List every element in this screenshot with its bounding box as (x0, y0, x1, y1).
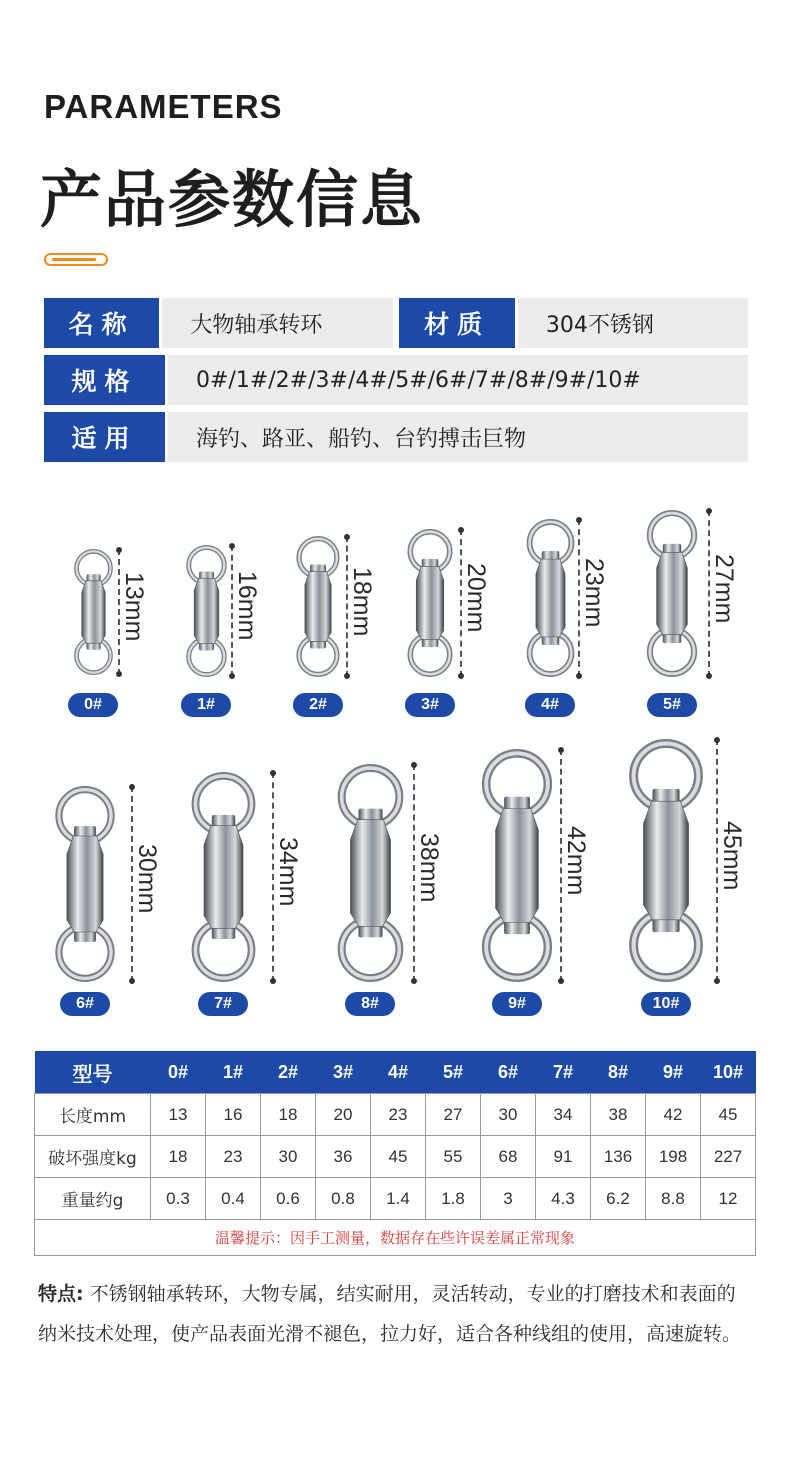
info-row-name (44, 298, 748, 348)
dimension-label: 38mm (415, 833, 443, 903)
table-row (35, 1094, 756, 1136)
swivel-image (184, 543, 229, 683)
dimension-end-dot (344, 673, 350, 679)
dimension-label: 23mm (580, 558, 608, 628)
material-value: 304不锈钢 (518, 298, 748, 348)
size-badge: 6# (60, 992, 110, 1016)
dimension-end-dot (344, 534, 350, 540)
table-cell: 20 (316, 1094, 371, 1136)
swivel-image (644, 508, 700, 683)
name-value: 大物轴承转环 (162, 298, 393, 348)
table-cell: 68 (481, 1136, 536, 1178)
table-header-cell: 0# (151, 1051, 206, 1094)
dimension-end-dot (558, 747, 564, 753)
swivel-image (72, 547, 115, 681)
dimension-end-dot (270, 770, 276, 776)
table-body (35, 1094, 756, 1256)
table-cell: 0.6 (261, 1178, 316, 1220)
table-cell: 91 (536, 1136, 591, 1178)
size-badge: 9# (492, 992, 542, 1016)
name-label: 名称 (44, 298, 159, 348)
table-cell: 45 (701, 1094, 756, 1136)
table-cell: 34 (536, 1094, 591, 1136)
table-row (35, 1136, 756, 1178)
use-value: 海钓、路亚、船钓、台钓搏击巨物 (168, 412, 748, 462)
swivel-image (334, 762, 407, 988)
dimension-label: 30mm (133, 844, 161, 914)
table-cell: 1.4 (371, 1178, 426, 1220)
swivel-image (52, 784, 118, 988)
table-cell: 38 (591, 1094, 646, 1136)
info-row-spec (44, 355, 748, 405)
dimension-end-dot (129, 784, 135, 790)
decorative-pill (44, 253, 108, 266)
table-cell: 23 (206, 1136, 261, 1178)
table-row (35, 1178, 756, 1220)
table-cell: 16 (206, 1094, 261, 1136)
dimension-label: 45mm (718, 820, 746, 890)
size-badge: 8# (345, 992, 395, 1016)
table-cell: 30 (481, 1094, 536, 1136)
table-header-cell: 2# (261, 1051, 316, 1094)
table-cell: 8.8 (646, 1178, 701, 1220)
features-body: 不锈钢轴承转环，大物专属，结实耐用，灵活转动，专业的打磨技术和表面的纳米技术处理，使产品表面光滑不褪色，拉力好，适合各种线组的使用，高速旋转。 (38, 1283, 742, 1345)
dimension-end-dot (229, 543, 235, 549)
swivel-image (524, 517, 577, 683)
table-cell: 227 (701, 1136, 756, 1178)
dimension-end-dot (229, 673, 235, 679)
spec-label: 规格 (44, 355, 165, 405)
dimension-label: 34mm (274, 837, 302, 907)
size-badge: 10# (641, 992, 691, 1016)
dimension-end-dot (714, 978, 720, 984)
spec-value: 0#/1#/2#/3#/4#/5#/6#/7#/8#/9#/10# (168, 355, 748, 405)
dimension-label: 20mm (462, 563, 490, 633)
table-cell: 0.3 (151, 1178, 206, 1220)
table-cell: 27 (426, 1094, 481, 1136)
table-note-row (35, 1220, 756, 1256)
dimension-end-dot (411, 762, 417, 768)
table-header-cell: 1# (206, 1051, 261, 1094)
swivel-image (405, 527, 455, 683)
dimension-end-dot (116, 671, 122, 677)
size-badge: 3# (405, 693, 455, 717)
table-cell: 0.8 (316, 1178, 371, 1220)
table-header-cell: 10# (701, 1051, 756, 1094)
spec-table (34, 1051, 756, 1256)
swivel-image (478, 747, 556, 988)
dimension-end-dot (558, 978, 564, 984)
table-cell: 30 (261, 1136, 316, 1178)
table-cell: 23 (371, 1094, 426, 1136)
section-title-en: PARAMETERS (44, 88, 283, 125)
dimension-end-dot (411, 978, 417, 984)
table-header-cell: 8# (591, 1051, 646, 1094)
table-cell: 0.4 (206, 1178, 261, 1220)
table-header-cell: 5# (426, 1051, 481, 1094)
table-header-cell: 9# (646, 1051, 701, 1094)
table-cell: 55 (426, 1136, 481, 1178)
table-header-cell: 3# (316, 1051, 371, 1094)
dimension-end-dot (129, 978, 135, 984)
table-cell: 4.3 (536, 1178, 591, 1220)
table-cell: 3 (481, 1178, 536, 1220)
dimension-end-dot (714, 737, 720, 743)
features-text (38, 1274, 754, 1354)
size-badge: 2# (293, 693, 343, 717)
dimension-end-dot (458, 527, 464, 533)
dimension-end-dot (576, 517, 582, 523)
table-cell: 136 (591, 1136, 646, 1178)
dimension-end-dot (116, 547, 122, 553)
swivel-image (625, 737, 707, 988)
section-title-cn: 产品参数信息 (40, 163, 425, 236)
table-cell: 12 (701, 1178, 756, 1220)
table-cell: 42 (646, 1094, 701, 1136)
table-cell: 1.8 (426, 1178, 481, 1220)
size-badge: 5# (647, 693, 697, 717)
table-cell: 6.2 (591, 1178, 646, 1220)
table-cell: 18 (151, 1136, 206, 1178)
dimension-end-dot (270, 978, 276, 984)
dimension-end-dot (706, 508, 712, 514)
table-header-cell: 型号 (35, 1051, 151, 1094)
row-label: 破坏强度kg (35, 1136, 151, 1178)
swivel-image (294, 534, 342, 683)
dimension-end-dot (458, 673, 464, 679)
size-badge: 1# (181, 693, 231, 717)
table-header-row (35, 1051, 756, 1094)
dimension-label: 18mm (348, 566, 376, 636)
table-header-cell: 7# (536, 1051, 591, 1094)
row-label: 长度mm (35, 1094, 151, 1136)
table-cell: 45 (371, 1136, 426, 1178)
size-badge: 4# (525, 693, 575, 717)
dimension-label: 27mm (710, 553, 738, 623)
use-label: 适用 (44, 412, 165, 462)
table-cell: 13 (151, 1094, 206, 1136)
info-row-use (44, 412, 748, 462)
dimension-label: 13mm (120, 572, 148, 642)
dimension-label: 42mm (562, 825, 590, 895)
material-label: 材质 (399, 298, 514, 348)
size-badge: 7# (198, 992, 248, 1016)
dimension-end-dot (706, 673, 712, 679)
dimension-end-dot (576, 673, 582, 679)
table-header-cell: 4# (371, 1051, 426, 1094)
table-cell: 198 (646, 1136, 701, 1178)
dimension-label: 16mm (233, 571, 261, 641)
size-badge: 0# (68, 693, 118, 717)
features-label: 特点: (38, 1283, 84, 1305)
table-note: 温馨提示：因手工测量，数据存在些许误差属正常现象 (35, 1220, 756, 1256)
row-label: 重量约g (35, 1178, 151, 1220)
table-cell: 18 (261, 1094, 316, 1136)
table-cell: 36 (316, 1136, 371, 1178)
swivel-image (188, 770, 259, 988)
table-header-cell: 6# (481, 1051, 536, 1094)
